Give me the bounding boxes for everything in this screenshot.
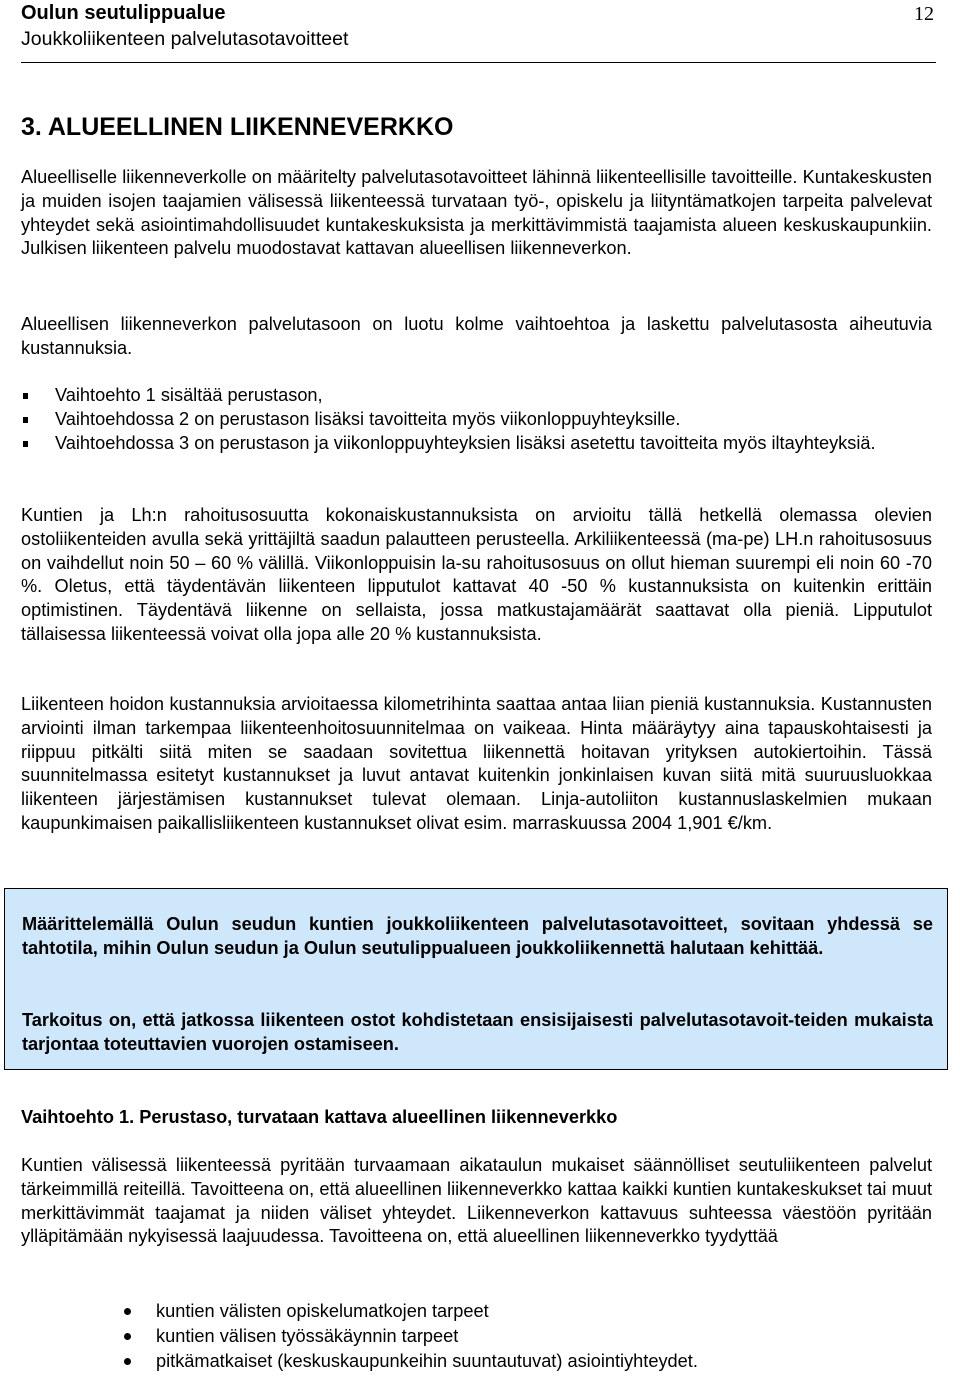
list-item (21, 432, 932, 456)
highlight-text-goal: Määrittelemällä Oulun seudun kuntien joukkoliikenteen palvelutasotavoitteet, sovitaan yhdessä se tahtotila, mihin Oulun seudun ja Oulun seutulippualueen joukkoliikennettä halutaan kehittää. (22, 914, 933, 958)
list-item-text: Vaihtoehdossa 3 on perustason ja viikonloppuyhteyksien lisäksi asetettu tavoitteita myös iltayhteyksiä. (55, 432, 876, 453)
list-item (21, 384, 932, 408)
square-bullet-icon (23, 417, 28, 423)
square-bullet-icon (23, 441, 28, 447)
bullet-dot-icon (124, 1358, 131, 1365)
bullet-dot-icon (124, 1308, 131, 1315)
square-bullet-icon (23, 393, 28, 399)
list-item (121, 1299, 941, 1324)
costs-paragraph: Liikenteen hoidon kustannuksia arvioitaessa kilometrihinta saattaa antaa liian pieniä kustannuksia. Kustannusten arviointi ilman tarkempaa liikenteenhoitosuunnitelmaa on vaikeaa. Hinta määräytyy aina tapauskohtaisesti ja riippuu pitkälti siitä miten se saadaan sovitettua liikennettä hoitavan yrityksen autokiertoihin. Tässä suunnitelmassa esitetyt kustannukset ja luvut antavat kuitenkin jonkinlaisen kuvan siitä mitä suuruusluokkaa liikenteen järjestämisen kustannukset tulevat olemaan. Linja-autoliiton kustannuslaskelmien mukaan kaupunkimaisen paikallisliikenteen kustannukset olivat esim. marraskuussa 2004 1,901 €/km. (21, 694, 932, 833)
header-subtitle: Joukkoliikenteen palvelutasotavoitteet (21, 28, 349, 50)
options-list (21, 384, 932, 455)
list-item-text: pitkämatkaiset (keskuskaupunkeihin suuntautuvat) asiointiyhteydet. (156, 1351, 698, 1371)
highlight-box (4, 888, 948, 1070)
option1-heading: Vaihtoehto 1. Perustaso, turvataan kattava alueellinen liikenneverkko (21, 1107, 618, 1127)
bullet-dot-icon (124, 1333, 131, 1340)
list-item (121, 1349, 941, 1374)
list-item-text: Vaihtoehdossa 2 on perustason lisäksi tavoitteita myös viikonloppuyhteyksille. (55, 408, 681, 429)
option1-paragraph: Kuntien välisessä liikenteessä pyritään turvaamaan aikataulun mukaiset säännölliset seutuliikenteen palvelut tärkeimmillä reiteillä. Tavoitteena on, että alueellinen liikenneverkko kattaa kaikki kuntien kuntakeskukset tai muut merkittävimmät taajamat ja niiden väliset yhteydet. Liikenneverkon kattavuus suhteessa väestöön pyritään ylläpitämään nykyisessä laajuudessa. Tavoitteena on, että alueellinen liikenneverkko tyydyttää (21, 1155, 932, 1247)
funding-paragraph: Kuntien ja Lh:n rahoitusosuutta kokonaiskustannuksista on arvioitu tällä hetkellä olemassa olevien ostoliikenteiden avulla sekä yrittäjiltä saadun palautteen perusteella. Arkiliikenteessä (ma-pe) LH.n rahoitusosuus on vaihdellut noin 50 – 60 % välillä. Viikonloppuisin la-su rahoitusosuus on ollut hieman suurempi eli noin 60 -70 %. Oletus, että täydentävän liikenteen lipputulot kattavat 40 -50 % kustannuksista on kuitenkin erittäin optimistinen. Täydentävä liikenne on sellaista, jossa matkustajamäärät saattavat olla pieniä. Lipputulot tällaisessa liikenteessä voivat olla jopa alle 20 % kustannuksista. (21, 505, 932, 644)
list-item (121, 1324, 941, 1349)
list-item-text: kuntien välisen työssäkäynnin tarpeet (156, 1326, 459, 1346)
header-title: Oulun seutulippualue (21, 2, 226, 24)
page-header (21, 0, 936, 63)
needs-list (121, 1299, 941, 1374)
levels-paragraph: Alueellisen liikenneverkon palvelutasoon on luotu kolme vaihtoehtoa ja laskettu palvelutasosta aiheutuvia kustannuksia. (21, 314, 932, 358)
page-number: 12 (914, 3, 934, 25)
list-item-text: Vaihtoehto 1 sisältää perustason, (55, 385, 323, 405)
section-heading: 3. ALUEELLINEN LIIKENNEVERKKO (21, 113, 454, 141)
highlight-text-purpose: Tarkoitus on, että jatkossa liikenteen ostot kohdistetaan ensisijaisesti palvelutasotavoit-teiden mukaista tarjontaa toteuttavien vuorojen ostamiseen. (22, 1010, 933, 1054)
intro-paragraph: Alueelliselle liikenneverkolle on määritelty palvelutasotavoitteet lähinnä liikenteellisille tavoitteille. Kuntakeskusten ja muiden isojen taajamien välisessä liikenteessä turvataan työ-, opiskelu ja liityntämatkojen tarpeita palvelevat yhteydet sekä asiointimahdollisuudet kuntakeskuksista ja merkittävimmistä taajamista alueen keskuskaupunkiin. Julkisen liikenteen palvelu muodostavat kattavan alueellisen liikenneverkon. (21, 167, 932, 259)
list-item-text: kuntien välisten opiskelumatkojen tarpeet (156, 1301, 489, 1321)
list-item (21, 408, 932, 432)
